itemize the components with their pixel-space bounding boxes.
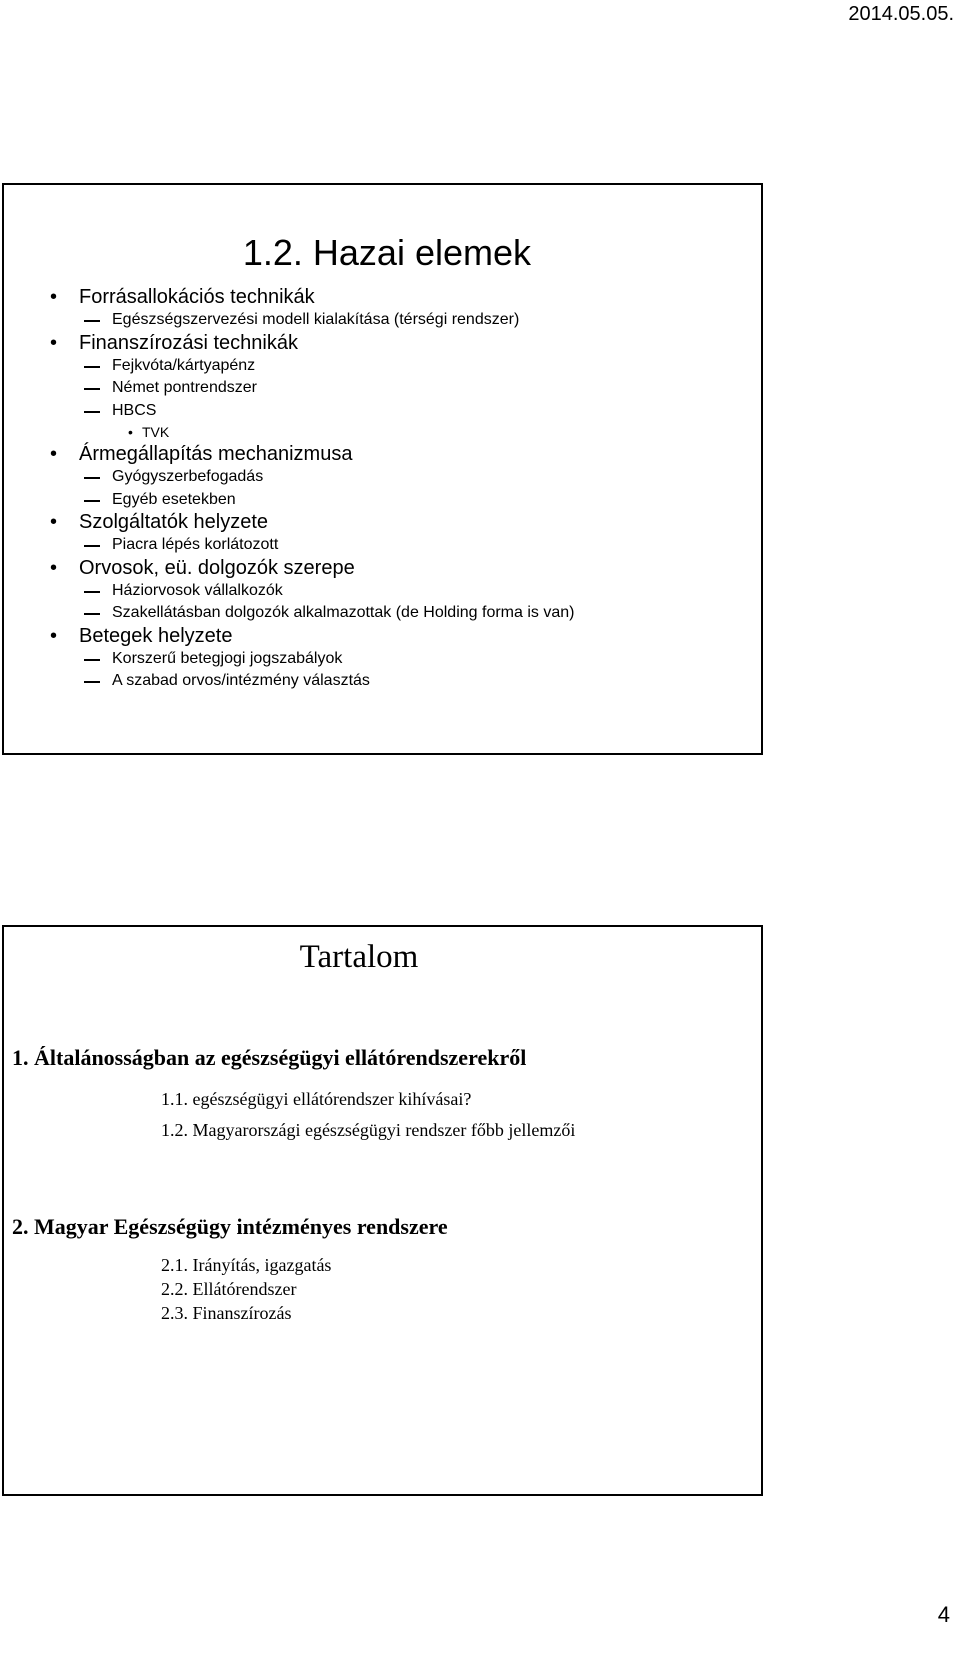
bullet-text: Betegek helyzete xyxy=(79,624,233,647)
bullet-text: Korszerű betegjogi jogszabályok xyxy=(112,649,343,667)
bullet-item-level-2 xyxy=(4,466,761,489)
bullet-marker: • xyxy=(50,331,58,354)
dash-marker xyxy=(84,388,100,390)
page-number: 4 xyxy=(937,1602,950,1627)
bullet-text: Német pontrendszer xyxy=(112,379,257,396)
slide-tartalom xyxy=(2,925,763,1496)
bullet-item-level-2 xyxy=(4,309,761,332)
bullet-item-level-2 xyxy=(4,377,761,400)
toc-subitem: 2.1. Irányítás, igazgatás xyxy=(161,1255,332,1275)
bullet-marker: • xyxy=(128,424,133,440)
toc-subitem: 2.2. Ellátórendszer xyxy=(161,1279,297,1299)
bullet-item-level-2 xyxy=(4,534,761,557)
bullet-text: Fejkvóta/kártyapénz xyxy=(112,356,256,374)
bullet-text: A szabad orvos/intézmény választás xyxy=(112,672,370,689)
toc-subitem: 1.1. egészségügyi ellátórendszer kihívásai? xyxy=(161,1089,472,1109)
slide-title: 1.2. Hazai elemek xyxy=(242,232,531,273)
bullet-item-level-2 xyxy=(4,400,761,423)
bullet-text: TVK xyxy=(142,424,170,440)
bullet-list xyxy=(4,286,761,693)
slide-title: Tartalom xyxy=(299,939,419,975)
bullet-item-level-1 xyxy=(4,443,761,466)
dash-marker xyxy=(84,477,100,479)
bullet-text: Finanszírozási technikák xyxy=(79,331,298,354)
toc-subitem: 1.2. Magyarországi egészségügyi rendszer főbb jellemzői xyxy=(161,1120,576,1140)
bullet-marker: • xyxy=(50,624,58,647)
page-date: 2014.05.05. xyxy=(848,3,954,25)
bullet-item-level-2 xyxy=(4,580,761,603)
dash-marker xyxy=(84,659,100,661)
bullet-item-level-1 xyxy=(4,557,761,580)
bullet-text: Szakellátásban dolgozók alkalmazottak (de Holding forma is van) xyxy=(112,604,575,621)
dash-marker xyxy=(84,366,100,368)
bullet-item-level-1 xyxy=(4,286,761,309)
dash-marker xyxy=(84,545,100,547)
bullet-item-level-1 xyxy=(4,625,761,648)
bullet-item-level-3 xyxy=(4,422,761,443)
dash-marker xyxy=(84,591,100,593)
bullet-item-level-2 xyxy=(4,602,761,625)
bullet-text: Ármegállapítás mechanizmusa xyxy=(79,443,353,465)
bullet-marker: • xyxy=(50,286,58,308)
bullet-text: Gyógyszerbefogadás xyxy=(112,468,264,485)
toc-subitem: 2.3. Finanszírozás xyxy=(161,1303,292,1323)
slide-hazai-elemek xyxy=(2,183,763,755)
bullet-item-level-2 xyxy=(4,670,761,693)
bullet-item-level-1 xyxy=(4,332,761,355)
dash-marker xyxy=(84,411,100,413)
dash-marker xyxy=(84,613,100,615)
bullet-item-level-2 xyxy=(4,648,761,671)
bullet-text: HBCS xyxy=(112,401,157,419)
bullet-item-level-2 xyxy=(4,355,761,378)
bullet-marker: • xyxy=(50,556,58,579)
bullet-marker: • xyxy=(50,443,58,465)
bullet-text: Piacra lépés korlátozott xyxy=(112,536,279,553)
bullet-text: Orvosok, eü. dolgozók szerepe xyxy=(79,556,355,579)
bullet-text: Forrásallokációs technikák xyxy=(79,286,315,308)
dash-marker xyxy=(84,500,100,502)
bullet-text: Szolgáltatók helyzete xyxy=(79,511,269,533)
bullet-marker: • xyxy=(50,511,58,533)
bullet-text: Háziorvosok vállalkozók xyxy=(112,581,283,599)
toc-section-heading: 2. Magyar Egészségügy intézményes rendszere xyxy=(12,1214,448,1239)
bullet-item-level-2 xyxy=(4,489,761,512)
bullet-text: Egészségszervezési modell kialakítása (térségi rendszer) xyxy=(112,311,520,328)
bullet-text: Egyéb esetekben xyxy=(112,490,236,508)
bullet-item-level-1 xyxy=(4,511,761,534)
dash-marker xyxy=(84,320,100,322)
dash-marker xyxy=(84,681,100,683)
toc-section-heading: 1. Általánosságban az egészségügyi ellátórendszerekről xyxy=(12,1045,527,1070)
